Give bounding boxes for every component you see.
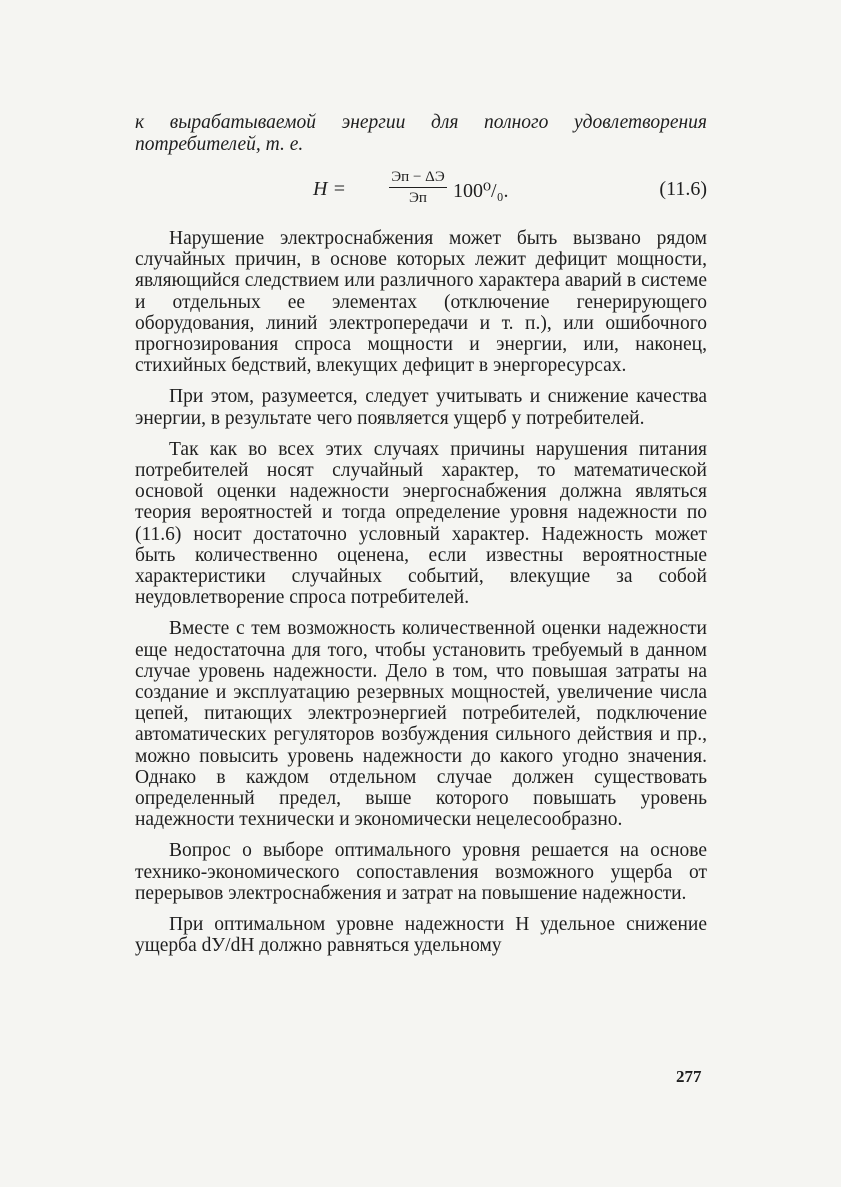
paragraph: Так как во всех этих случаях причины нарушения питания потребителей носят случайный характер, то математической основой оценки надежности энергоснабжения должна являться теория вероятностей и тогда определение уровня надежности по (11.6) носит достаточно условный характер. Надежность может быть количественно оценена, если известны вероятностные характеристики случайных событий, влекущие за собой неудовлетворение спроса потребителей. xyxy=(135,438,707,609)
formula-number: (11.6) xyxy=(659,178,707,200)
page-number: 277 xyxy=(676,1067,702,1086)
paragraph: Нарушение электроснабжения может быть вызвано рядом случайных причин, в основе которых лежит дефицит мощности, являющийся следствием или различного характера аварий в системе и отдельных ее элементах (отключение генерирующего оборудования, линий электропередачи и т. п.), или ошибочного прогнозирования спроса мощности и энергии, или, наконец, стихийных бедствий, влекущих дефицит в энергоресурсах. xyxy=(135,228,707,377)
paragraph: Вместе с тем возможность количественной оценки надежности еще недостаточна для того, чтобы установить требуемый в данном случае уровень надежности. Дело в том, что повышая затраты на создание и эксплуатацию резервных мощностей, увеличение числа цепей, питающих электроэнергией потребителей, подключение автоматических регуляторов возбуждения сильного действия и пр., можно повысить уровень надежности до какого угодно значения. Однако в каждом отдельном случае должен существовать определенный предел, выше которого повышать уровень надежности технически и экономически нецелесообразно. xyxy=(135,618,707,831)
paragraph: При этом, разумеется, следует учитывать и снижение качества энергии, в результате чего появляется ущерб у потребителей. xyxy=(135,386,707,429)
paragraph: При оптимальном уровне надежности H удельное снижение ущерба dУ/dH должно равняться удельному xyxy=(135,914,707,957)
paragraph: Вопрос о выборе оптимального уровня решается на основе технико-экономического сопоставления возможного ущерба от перерывов электроснабжения и затрат на повышение надежности. xyxy=(135,840,707,904)
formula-numerator: Эп − ΔЭ xyxy=(391,169,445,185)
fraction-bar xyxy=(389,187,447,188)
formula-fraction xyxy=(387,168,449,207)
intro-text: к вырабатываемой энергии для полного удовлетворения потребителей, т. е. xyxy=(135,112,707,155)
formula-denominator: Эп xyxy=(409,190,427,206)
formula-suffix: 100⁰/₀. xyxy=(453,180,509,202)
formula-11-6 xyxy=(135,168,707,212)
body-text xyxy=(135,228,707,967)
formula-lhs: H = xyxy=(313,178,346,200)
